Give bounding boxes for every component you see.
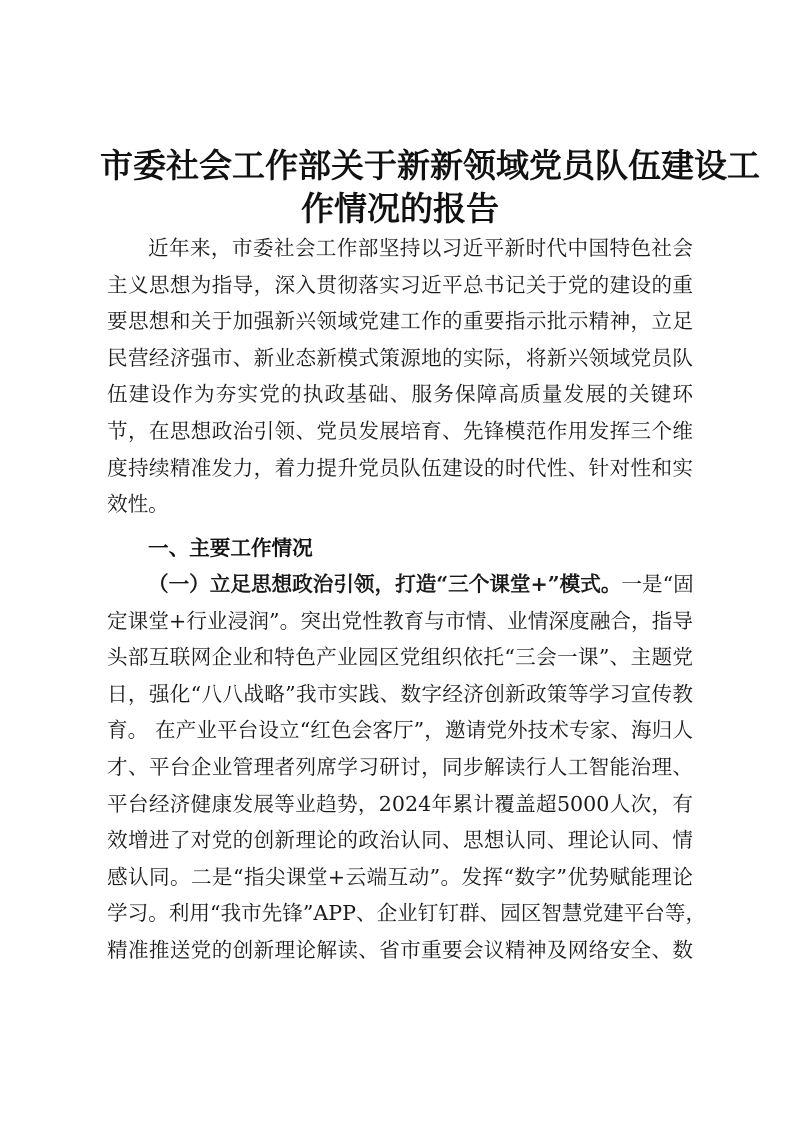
sub1-line-5: 育。 在产业平台设立“红色会客厅”，邀请党外技术专家、海归人 [107, 718, 693, 743]
section-heading-main-work: 一、主要工作情况 [148, 536, 313, 560]
intro-line-8: 效性。 [107, 492, 169, 517]
sub1-line-8: 效增进了对党的创新理论的政治认同、思想认同、理论认同、情 [107, 828, 693, 853]
intro-line-6: 节，在思想政治引领、党员发展培育、先锋模范作用发挥三个维 [107, 418, 693, 443]
sub1-line-4: 日，强化“八八战略”我市实践、数字经济创新政策等学习宣传教 [107, 681, 693, 706]
sub1-line-7: 平台经济健康发展等业趋势，2024年累计覆盖超5000人次，有 [107, 791, 693, 816]
sub1-line-3: 头部互联网企业和特色产业园区党组织依托“三会一课”、主题党 [107, 645, 693, 670]
sub1-first-line [107, 566, 693, 603]
intro-line-4: 民营经济强市、新业态新模式策源地的实际，将新兴领域党员队 [107, 345, 693, 370]
document-title-line-1: 市委社会工作部关于新新领域党员队伍建设工 [100, 146, 760, 185]
intro-line-5: 伍建设作为夯实党的执政基础、服务保障高质量发展的关键环 [107, 382, 693, 407]
sub1-line-11: 精准推送党的创新理论解读、省市重要会议精神及网络安全、数 [107, 937, 693, 962]
intro-line-2: 主义思想为指导，深入贯彻落实习近平总书记关于党的建设的重 [107, 272, 693, 297]
sub1-line-9: 感认同。二是“指尖课堂+云端互动”。发挥“数字”优势赋能理论 [107, 864, 693, 889]
sub1-line-2: 定课堂+行业浸润”。突出党性教育与市情、业情深度融合，指导 [107, 608, 693, 633]
sub1-heading: （一）立足思想政治引领，打造“三个课堂+”模式。 [148, 572, 622, 596]
intro-line-3: 要思想和关于加强新兴领域党建工作的重要指示批示精神，立足 [107, 309, 693, 334]
section1-paragraph [107, 566, 707, 969]
sub1-line-6: 才、平台企业管理者列席学习研讨，同步解读行人工智能治理、 [107, 754, 693, 779]
sub1-line-10: 学习。利用“我市先锋”APP、企业钉钉群、园区智慧党建平台等， [107, 901, 707, 926]
sub1-first-line-tail: 一是“固 [621, 572, 694, 596]
intro-line-1: 近年来，市委社会工作部坚持以习近平新时代中国特色社会 [148, 236, 693, 260]
document-title-line-2: 作情况的报告 [301, 189, 499, 228]
intro-line-7: 度持续精准发力，着力提升党员队伍建设的时代性、针对性和实 [107, 455, 693, 480]
intro-paragraph [107, 230, 693, 523]
